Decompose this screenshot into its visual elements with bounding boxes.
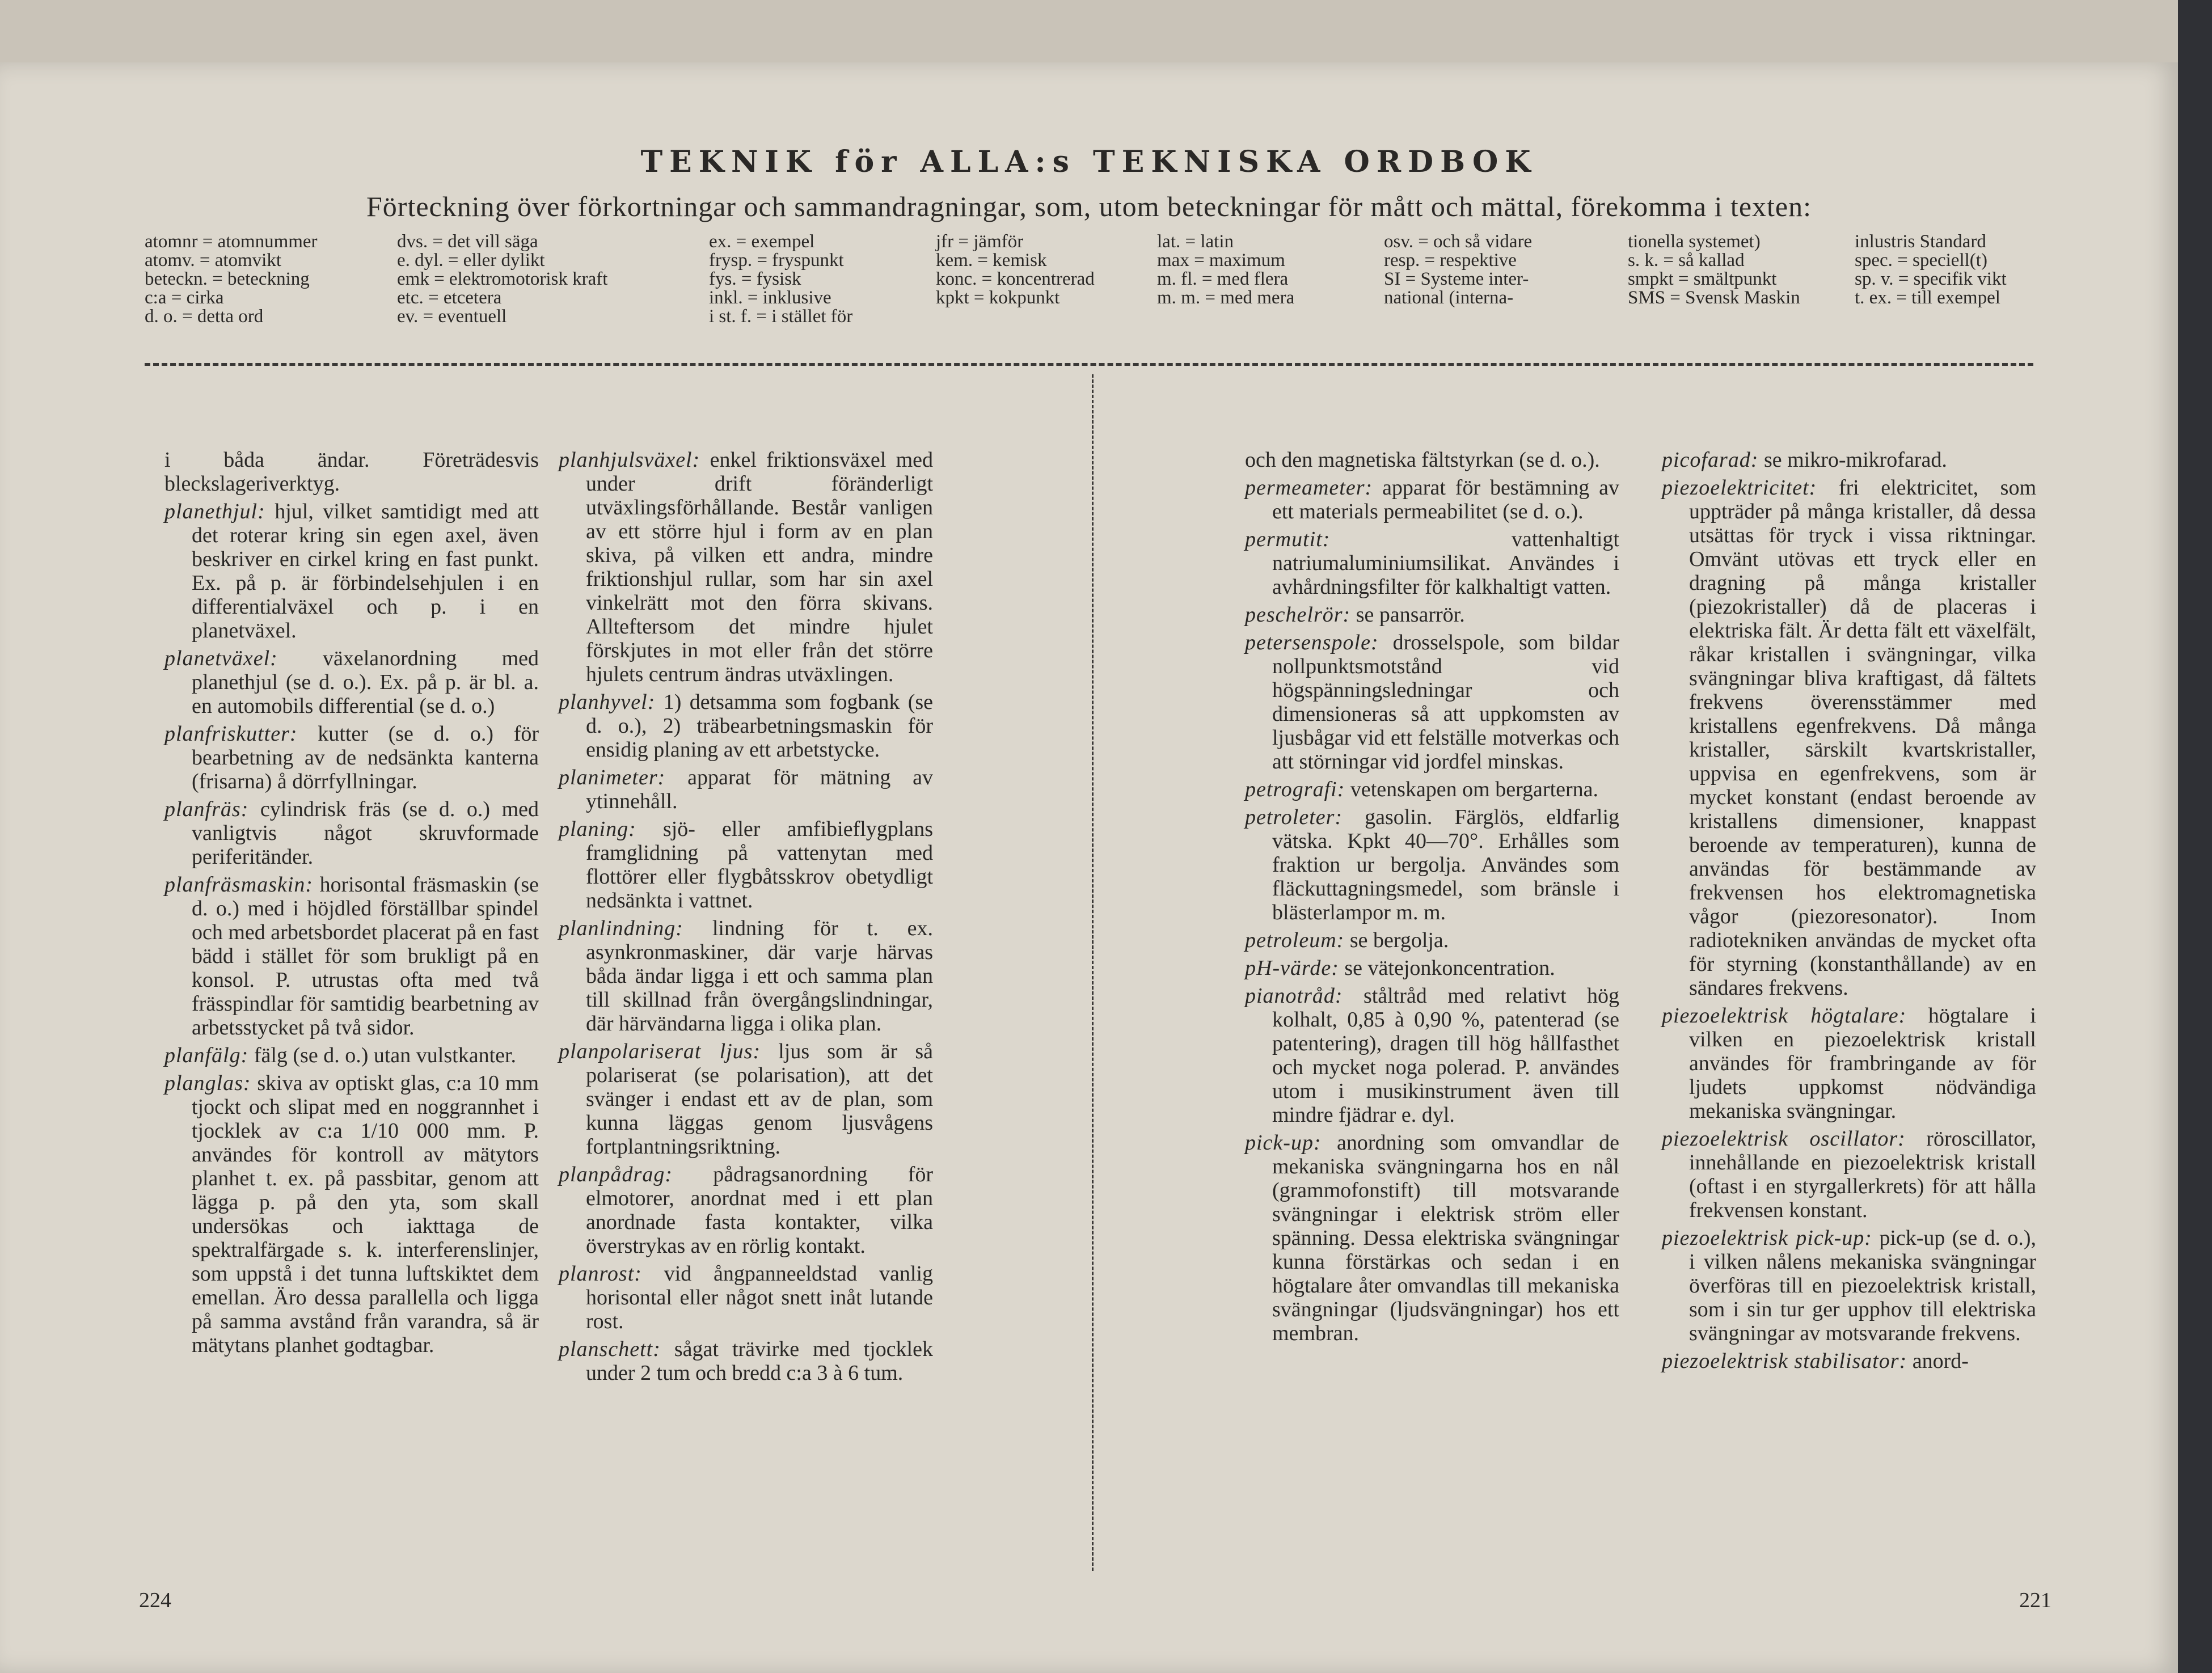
abbreviation-entry: s. k. = så kallad: [1628, 250, 1745, 271]
dictionary-entry: [1245, 956, 1619, 980]
dictionary-entry: [1245, 527, 1619, 599]
text-column-4: [1662, 448, 2036, 1377]
abbreviation-column: [1384, 233, 1532, 307]
entry-term: planrost:: [559, 1262, 642, 1286]
dictionary-entry: [164, 647, 539, 718]
dictionary-entry: [1662, 1226, 2036, 1345]
entry-definition: kutter (se d. o.) för bearbetning av de nedsänkta kanterna (frisarna) å dörrfyllningar.: [192, 722, 539, 793]
entry-term: permeameter:: [1245, 476, 1373, 500]
entry-term: planfräs:: [164, 797, 249, 821]
binding-strip: [2178, 0, 2212, 1673]
entry-term: planglas:: [164, 1071, 251, 1095]
entry-term: petrografi:: [1245, 778, 1345, 801]
abbreviation-entry: kpkt = kokpunkt: [936, 288, 1060, 308]
dictionary-entry: [559, 1040, 933, 1159]
abbreviation-entry: ev. = eventuell: [397, 306, 507, 327]
entry-term: piezoelektrisk stabilisator:: [1662, 1349, 1907, 1373]
dictionary-entry: [1245, 778, 1619, 801]
abbreviation-column: [145, 233, 318, 326]
entry-term: piezoelektrisk oscillator:: [1662, 1127, 1906, 1151]
abbreviation-entry: e. dyl. = eller dylikt: [397, 250, 545, 271]
dictionary-entry: [1245, 984, 1619, 1127]
dictionary-entry: [1245, 805, 1619, 924]
abbreviation-entry: fys. = fysisk: [709, 269, 801, 289]
entry-term: piezoelektrisk pick-up:: [1662, 1226, 1872, 1250]
abbreviation-column: [1628, 233, 1800, 307]
entry-definition: fri elektricitet, som uppträder på många kristaller, då dessa utsättas för tryck i vissa riktningar. Omvänt utövas ett tryck eller en dragning på många kristaller (piezokristaller) då de placeras i elektriska fält. Är detta fält ett växelfält, råkar kristallen i svängningar, vilka svängningar bliva kraftigast, då fältets frekvens överensstämmer med kristallens egenfrekvens. Då många kristaller, särskilt kvartskristaller, uppvisa en egenfrekvens, som är mycket konstant (endast beroende av kristallens dimensioner, knappast beroende av temperaturen), kunna de användas för bestämmande av frekvensen hos elektromagnetiska vågor (piezoresonator). Inom radiotekniken användas de mycket ofta för styrning (konstanthållande) av en sändares frekvens.: [1689, 476, 2036, 1000]
abbreviation-entry: m. fl. = med flera: [1157, 269, 1289, 289]
abbreviation-entry: sp. v. = specifik vikt: [1855, 269, 2007, 289]
abbreviation-entry: lat. = latin: [1157, 231, 1234, 252]
entry-term: planfräsmaskin:: [164, 873, 313, 897]
abbreviation-entry: konc. = koncentrerad: [936, 269, 1095, 289]
entry-term: piezoelektricitet:: [1662, 476, 1817, 500]
abbreviation-entry: dvs. = det vill säga: [397, 231, 538, 252]
abbreviation-column: [1157, 233, 1294, 307]
text-column-3: [1245, 448, 1619, 1349]
abbreviation-entry: ex. = exempel: [709, 231, 815, 252]
entry-definition: anord-: [1912, 1349, 1969, 1373]
dictionary-entry: [1245, 603, 1619, 627]
entry-definition: pådragsanordning för elmotorer, anordnat med i ett plan anordnade fasta kontakter, vilka överstrykas av en rörlig kontakt.: [586, 1163, 933, 1258]
entry-term: picofarad:: [1662, 448, 1759, 472]
abbreviation-entry: kem. = kemisk: [936, 250, 1047, 271]
entry-definition: ljus som är så polariserat (se polarisation), att det svänger i endast ett av de plan, som kunna läggas genom ljusvågens fortplantningsriktning.: [586, 1040, 933, 1159]
entry-term: planetväxel:: [164, 647, 278, 670]
abbreviation-entry: jfr = jämför: [936, 231, 1024, 252]
abbreviation-column: [936, 233, 1095, 307]
dictionary-entry: [559, 1262, 933, 1333]
abbreviations-subtitle: Förteckning över förkortningar och sammandragningar, som, utom beteckningar för mått och mättal, förekomma i texten:: [366, 191, 1812, 222]
dictionary-entry: [164, 722, 539, 793]
dictionary-entry: [559, 916, 933, 1036]
entry-term: petroleum:: [1245, 928, 1345, 952]
entry-term: planpådrag:: [559, 1163, 673, 1186]
entry-definition: gasolin. Färglös, eldfarlig vätska. Kpkt 40—70°. Erhålles som fraktion ur bergolja. Användes som fläckuttagningsmedel, som bränsle i blästerlampor m. m.: [1272, 805, 1620, 924]
abbreviation-entry: spec. = speciell(t): [1855, 250, 1987, 271]
entry-definition: högtalare i vilken en piezoelektrisk kristall användes för frambringande av för ljudets uppkomst nödvändiga mekaniska svängningar.: [1689, 1004, 2036, 1123]
dictionary-entry: [164, 500, 539, 643]
entry-definition: hjul, vilket samtidigt med att det roterar kring sin egen axel, även beskriver en cirkel kring en fast punkt. Ex. på p. är förbindelsehjulen i en differentialväxel och p. i en planetväxel.: [192, 500, 539, 643]
page-number-right: 221: [2019, 1588, 2051, 1612]
dictionary-entry: [559, 1163, 933, 1258]
entry-definition: vid ångpanneeldstad vanlig horisontal eller något snett inåt lutande rost.: [586, 1262, 933, 1333]
entry-definition: ståltråd med relativt hög kolhalt, 0,85 à 0,90 %, patenterad (se patentering), dragen till hög hållfasthet och mycket noga polerad. P. användes utom i musikinstrument även till mindre fjädrar e. dyl.: [1272, 984, 1620, 1127]
entry-definition: skiva av optiskt glas, c:a 10 mm tjockt och slipat med en noggrannhet i tjocklek av c:a 1/10 000 mm. P. användes för kontroll av mätytors planhet t. ex. på passbitar, genom att lägga p. på den yta, som skall undersökas och iakttaga de spektralfärgade s. k. interferenslinjer, som uppstå i det tunna luftskiktet dem emellan. Äro dessa parallella och ligga på samma avstånd från varandra, så är mätytans planhet godtagbar.: [192, 1071, 539, 1357]
dictionary-entry: [559, 1337, 933, 1385]
dictionary-entry: [1662, 1004, 2036, 1123]
abbreviation-entry: SMS = Svensk Maskin: [1628, 288, 1800, 308]
entry-definition: pick-up (se d. o.), i vilken nålens mekaniska svängningar överföras till en piezoelektrisk kristall, som i sin tur ger upphov till elektriska svängningar av motsvarande frekvens.: [1689, 1226, 2037, 1345]
abbreviation-entry: inkl. = inklusive: [709, 288, 831, 308]
abbreviation-entry: osv. = och så vidare: [1384, 231, 1533, 252]
dictionary-entry: [1245, 928, 1619, 952]
dictionary-entry: [164, 1071, 539, 1357]
entry-term: planschett:: [559, 1337, 661, 1361]
entry-definition: se pansarrör.: [1356, 603, 1465, 627]
abbreviation-entry: d. o. = detta ord: [145, 306, 264, 327]
entry-term: pianotråd:: [1245, 984, 1343, 1008]
entry-definition: i båda ändar. Företrädesvis bleckslageriverktyg.: [164, 448, 539, 496]
abbreviation-entry: SI = Systeme inter-: [1384, 269, 1529, 289]
entry-term: planethjul:: [164, 500, 265, 523]
abbreviation-entry: max = maximum: [1157, 250, 1285, 271]
page-number-left: 224: [139, 1588, 171, 1612]
entry-term: planhyvel:: [559, 690, 656, 714]
entry-term: pick-up:: [1245, 1131, 1322, 1155]
center-fold-rule: [1092, 374, 1094, 1571]
dictionary-entry: [164, 797, 539, 869]
entry-term: planfriskutter:: [164, 722, 298, 746]
entry-term: planhjulsväxel:: [559, 448, 700, 472]
entry-definition: vattenhaltigt natriumaluminiumsilikat. Användes i avhårdningsfilter för kalkhaltigt vatten.: [1272, 527, 1619, 599]
entry-term: planing:: [559, 817, 636, 841]
text-column-1: [164, 448, 539, 1361]
dictionary-entry: [1662, 1349, 2036, 1373]
abbreviation-entry: etc. = etcetera: [397, 288, 502, 308]
dictionary-entry: [1662, 1127, 2036, 1222]
entry-term: planlindning:: [559, 916, 683, 940]
entry-definition: drosselspole, som bildar nollpunktsmotstånd vid högspänningsledningar och dimensioneras så att uppkomsten av ljusbågar vid ett felställe motverkas och att störningar vid jordfel minskas.: [1272, 631, 1619, 774]
entry-term: planpolariserat ljus:: [559, 1040, 761, 1063]
entry-term: planimeter:: [559, 766, 666, 789]
dictionary-entry: [559, 690, 933, 762]
dictionary-entry: [1245, 631, 1619, 774]
entry-definition: och den magnetiska fältstyrkan (se d. o.).: [1245, 448, 1600, 472]
abbreviation-column: [709, 233, 852, 326]
abbreviation-entry: t. ex. = till exempel: [1855, 288, 2000, 308]
dictionary-entry: [1245, 476, 1619, 523]
abbreviation-entry: beteckn. = beteckning: [145, 269, 310, 289]
dictionary-entry: [164, 873, 539, 1040]
entry-definition: apparat för mätning av ytinnehåll.: [586, 766, 933, 813]
dictionary-title: TEKNIK för ALLA:s TEKNISKA ORDBOK: [640, 145, 1538, 179]
dictionary-entry: [1245, 448, 1619, 472]
abbreviation-column: [1855, 233, 2007, 307]
entry-term: petersenspole:: [1245, 631, 1379, 654]
abbreviation-column: [397, 233, 607, 326]
abbreviation-entry: frysp. = fryspunkt: [709, 250, 844, 271]
entry-definition: röroscillator, innehållande en piezoelektrisk kristall (oftast i en styrgallerkrets) för att hålla frekvensen konstant.: [1689, 1127, 2036, 1222]
book-top-edge: [0, 0, 2178, 62]
abbreviation-entry: i st. f. = i stället för: [709, 306, 853, 327]
abbreviation-entry: c:a = cirka: [145, 288, 224, 308]
text-column-2: [559, 448, 933, 1389]
entry-term: planfälg:: [164, 1043, 249, 1067]
dictionary-entry: [559, 766, 933, 813]
abbreviation-entry: tionella systemet): [1628, 231, 1761, 252]
entry-term: piezoelektrisk högtalare:: [1662, 1004, 1907, 1028]
entry-term: peschelrör:: [1245, 603, 1351, 627]
dictionary-entry: [1662, 476, 2036, 1000]
entry-definition: apparat för bestämning av ett materials permeabilitet (se d. o.).: [1272, 476, 1619, 523]
dictionary-entry: [559, 448, 933, 686]
entry-term: petroleter:: [1245, 805, 1343, 829]
entry-definition: horisontal fräsmaskin (se d. o.) med i höjdled förställbar spindel och med arbetsbordet placerat på en fast bädd i stället för som brukligt på en konsol. P. utrustas ofta med två frässpindlar för samtidig bearbetning av arbetsstycket på två sidor.: [192, 873, 539, 1040]
abbreviation-entry: smpkt = smältpunkt: [1628, 269, 1777, 289]
dictionary-entry: [1662, 448, 2036, 472]
entry-term: permutit:: [1245, 527, 1331, 551]
dictionary-entry: [1245, 1131, 1619, 1345]
entry-term: pH-värde:: [1245, 956, 1339, 980]
abbreviation-entry: national (interna-: [1384, 288, 1514, 308]
entry-definition: enkel friktionsväxel med under drift föränderligt utväxlingsförhållande. Består vanligen av ett större hjul i form av en plan skiva, på vilken ett andra, mindre friktionshjul rullar, som har sin axel vinkelrätt mot den förra skivans. Allteftersom det mindre hjulet förskjutes in mot eller från det större hjulets centrum ändras utväxlingen.: [586, 448, 933, 686]
entry-definition: se mikro-mikrofarad.: [1763, 448, 1947, 472]
entry-definition: växelanordning med planethjul (se d. o.). Ex. på p. är bl. a. en automobils differential (se d. o.): [192, 647, 539, 718]
dictionary-entry: [164, 1043, 539, 1067]
abbreviation-entry: atomv. = atomvikt: [145, 250, 282, 271]
abbreviation-entry: inlustris Standard: [1855, 231, 1986, 252]
entry-definition: lindning för t. ex. asynkronmaskiner, där varje härvas båda ändar ligga i ett och samma plan till skillnad från övergångslindningar, där härvändarna ligga i olika plan.: [586, 916, 934, 1036]
abbreviation-entry: emk = elektromotorisk kraft: [397, 269, 608, 289]
entry-definition: se vätejonkoncentration.: [1344, 956, 1555, 980]
entry-definition: vetenskapen om bergarterna.: [1350, 778, 1599, 801]
entry-definition: sågat trävirke med tjocklek under 2 tum och bredd c:a 3 à 6 tum.: [586, 1337, 933, 1385]
entry-definition: anordning som omvandlar de mekaniska svängningarna hos en nål (grammofonstift) till motsvarande svängningar i elektrisk ström eller spänning. Dessa elektriska svängningar kunna förstärkas och sedan i en högtalare åter omvandlas till mekaniska svängningar (ljudsvängningar) hos ett membran.: [1272, 1131, 1620, 1345]
abbreviation-entry: m. m. = med mera: [1157, 288, 1295, 308]
entry-definition: cylindrisk fräs (se d. o.) med vanligtvis något skruvformade periferitänder.: [192, 797, 539, 869]
abbreviation-entry: atomnr = atomnummer: [145, 231, 318, 252]
dictionary-entry: [164, 448, 539, 496]
dictionary-entry: [559, 817, 933, 912]
dashed-separator: [145, 363, 2033, 366]
entry-definition: se bergolja.: [1349, 928, 1449, 952]
entry-definition: 1) detsamma som fogbank (se d. o.), 2) träbearbetningsmaskin för ensidig planing av ett arbetstycke.: [586, 690, 934, 762]
entry-definition: sjö- eller amfibieflygplans framglidning på vattenytan med flottörer eller flygbåtsskrov obetydligt nedsänkta i vattnet.: [586, 817, 933, 912]
entry-definition: fälg (se d. o.) utan vulstkanter.: [254, 1043, 517, 1067]
abbreviation-entry: resp. = respektive: [1384, 250, 1517, 271]
